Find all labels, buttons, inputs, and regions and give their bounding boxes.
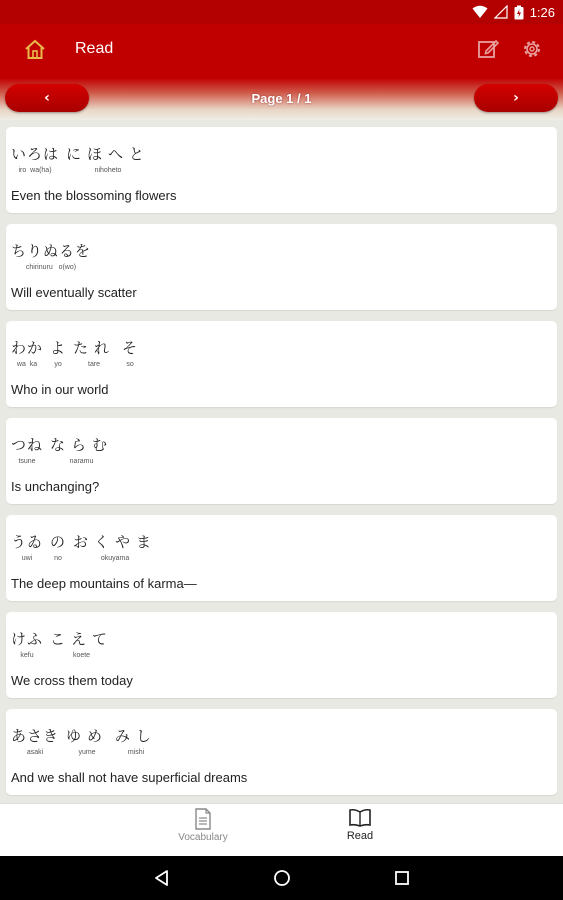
home-circle-icon[interactable] [272, 868, 292, 888]
kana: けふ [11, 630, 44, 648]
edit-icon [476, 37, 500, 61]
kana: あさき [11, 727, 60, 745]
japanese-line [11, 145, 157, 175]
chevron-left-icon: ‹ [44, 90, 50, 106]
romaji: asaki [26, 749, 44, 756]
translation: Who in our world [11, 382, 109, 397]
japanese-line [11, 630, 120, 660]
nav-label: Read [346, 830, 374, 842]
status-bar [0, 0, 563, 24]
romaji: mishi [127, 749, 145, 756]
romaji: uwi [21, 555, 33, 562]
kana: の [50, 533, 67, 551]
word[interactable] [11, 145, 59, 175]
page-indicator: Page 1 / 1 [251, 91, 312, 106]
romaji: wa ka [16, 361, 38, 368]
verse-card[interactable] [6, 321, 557, 407]
nav-item-vocabulary[interactable] [153, 808, 253, 843]
next-page-button[interactable] [474, 84, 558, 112]
word[interactable] [50, 436, 113, 466]
verse-card[interactable] [6, 612, 557, 698]
status-time: 1:26 [529, 4, 555, 20]
romaji: so [126, 361, 134, 368]
romaji: tare [88, 361, 101, 368]
translation: Will eventually scatter [11, 285, 137, 300]
romaji: no [54, 555, 62, 562]
word[interactable] [66, 727, 108, 757]
signal-icon [494, 5, 508, 19]
battery-icon [514, 5, 524, 20]
word[interactable] [73, 533, 157, 563]
romaji: nihoheto [94, 167, 122, 174]
romaji: tsune [18, 458, 36, 465]
romaji: yume [78, 749, 96, 756]
romaji: yo [54, 361, 62, 368]
kana: わか [11, 339, 44, 357]
word[interactable] [50, 630, 113, 660]
romaji: kefu [20, 652, 34, 659]
translation: And we shall not have superficial dreams [11, 770, 248, 785]
verse-card[interactable] [6, 418, 557, 504]
word[interactable] [11, 630, 43, 660]
kana: にほへと [66, 145, 151, 163]
japanese-line [11, 339, 145, 369]
book-icon [348, 808, 372, 828]
kana: いろは [11, 145, 60, 163]
pager [0, 78, 563, 120]
recent-apps-icon[interactable] [392, 868, 412, 888]
verse-list [6, 127, 557, 806]
app-bar [0, 24, 563, 78]
romaji: iro wa(ha) [18, 167, 52, 174]
word[interactable] [11, 339, 43, 369]
translation: The deep mountains of karma— [11, 576, 197, 591]
word[interactable] [50, 339, 66, 369]
kana: ちりぬるを [11, 242, 92, 260]
word[interactable] [11, 727, 59, 757]
word[interactable] [11, 242, 91, 272]
verse-card[interactable] [6, 515, 557, 601]
word[interactable] [73, 339, 115, 369]
kana: みし [115, 727, 158, 745]
translation: Even the blossoming flowers [11, 188, 177, 203]
kana: そ [122, 339, 139, 357]
kana: ならむ [50, 436, 114, 454]
verse-card[interactable] [6, 127, 557, 213]
edit-button[interactable] [476, 37, 500, 61]
japanese-line [11, 533, 164, 563]
kana: よ [50, 339, 67, 357]
translation: We cross them today [11, 673, 133, 688]
settings-button[interactable] [520, 37, 544, 61]
romaji: naramu [69, 458, 94, 465]
word[interactable] [11, 436, 43, 466]
home-button[interactable] [22, 37, 48, 63]
system-navigation-bar [0, 856, 563, 900]
kana: こえて [50, 630, 114, 648]
word[interactable] [122, 339, 138, 369]
document-icon [194, 808, 212, 830]
word[interactable] [11, 533, 43, 563]
japanese-line [11, 242, 98, 272]
back-icon[interactable] [152, 868, 172, 888]
kana: うゐ [11, 533, 44, 551]
word[interactable] [115, 727, 157, 757]
kana: つね [11, 436, 44, 454]
kana: ゆめ [66, 727, 109, 745]
word[interactable] [66, 145, 150, 175]
wifi-icon [472, 5, 488, 19]
verse-card[interactable] [6, 224, 557, 310]
romaji: chirinuru o(wo) [25, 264, 77, 271]
romaji: koete [72, 652, 91, 659]
kana: おくやま [73, 533, 158, 551]
nav-label: Vocabulary [178, 832, 228, 843]
kana: たれ [73, 339, 116, 357]
page-title: Read [75, 40, 114, 57]
verse-card[interactable] [6, 709, 557, 795]
gear-icon [520, 37, 544, 61]
romaji: okuyama [100, 555, 130, 562]
japanese-line [11, 727, 164, 757]
japanese-line [11, 436, 120, 466]
chevron-right-icon: › [513, 90, 519, 106]
bottom-navigation [0, 803, 563, 856]
nav-item-read[interactable] [310, 808, 410, 842]
word[interactable] [50, 533, 66, 563]
home-icon [22, 37, 48, 63]
translation: Is unchanging? [11, 479, 100, 494]
